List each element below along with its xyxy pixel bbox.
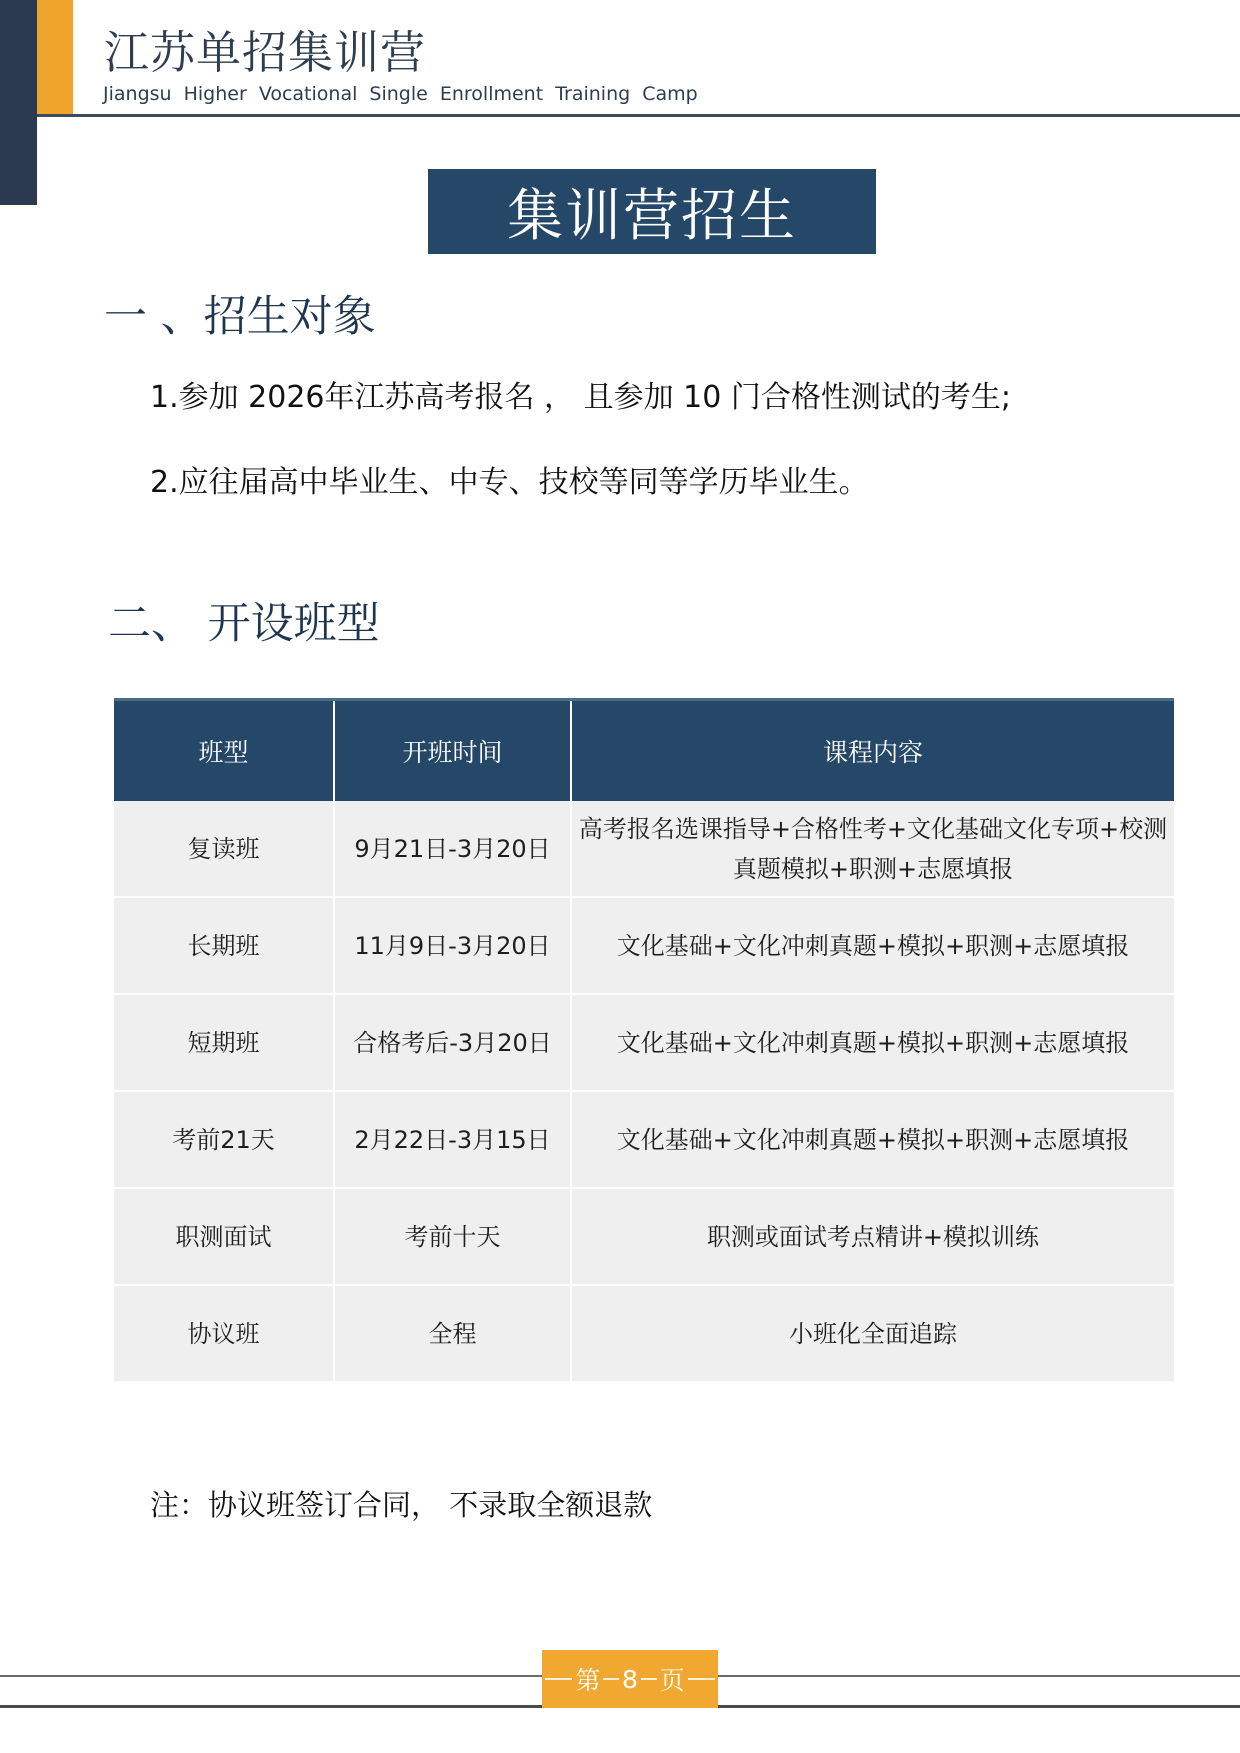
page-dash	[545, 1678, 572, 1680]
page-prefix: 第	[575, 1666, 601, 1695]
column-header-start-time: 开班时间	[334, 700, 571, 802]
page-number-badge	[542, 1650, 718, 1708]
column-header-course-content: 课程内容	[571, 700, 1174, 802]
cell-course-content: 文化基础+文化冲刺真题+模拟+职测+志愿填报	[571, 1091, 1174, 1188]
page-banner: 集训营招生	[428, 169, 876, 254]
section-title-class-types: 二、 开设班型	[108, 599, 380, 649]
table-row	[114, 801, 1174, 897]
enrollment-item-2: 2.应往届高中毕业生、中专、技校等同等学历毕业生。	[150, 465, 869, 500]
header-divider	[37, 114, 1240, 117]
table-row	[114, 897, 1174, 994]
header-dark-bar	[0, 0, 37, 205]
cell-course-content: 高考报名选课指导+合格性考+文化基础文化专项+校测真题模拟+职测+志愿填报	[571, 801, 1174, 897]
cell-start-time: 2月22日-3月15日	[334, 1091, 571, 1188]
column-header-class-type: 班型	[114, 700, 334, 802]
page-dash	[688, 1678, 715, 1680]
enrollment-item-1: 1.参加 2026年江苏高考报名 ， 且参加 10 门合格性测试的考生;	[150, 380, 1011, 415]
cell-start-time: 考前十天	[334, 1188, 571, 1285]
header-subtitle: Jiangsu Higher Vocational Single Enrollment Training Camp	[103, 83, 698, 105]
refund-note: 注：协议班签订合同， 不录取全额退款	[150, 1488, 653, 1522]
header-orange-bar	[37, 0, 73, 115]
cell-class-type: 考前21天	[114, 1091, 334, 1188]
table-row	[114, 994, 1174, 1091]
cell-start-time: 9月21日-3月20日	[334, 801, 571, 897]
class-types-table	[114, 698, 1174, 1383]
table-row	[114, 1188, 1174, 1285]
cell-start-time: 合格考后-3月20日	[334, 994, 571, 1091]
cell-class-type: 职测面试	[114, 1188, 334, 1285]
table-row	[114, 1091, 1174, 1188]
cell-course-content: 文化基础+文化冲刺真题+模拟+职测+志愿填报	[571, 897, 1174, 994]
cell-course-content: 职测或面试考点精讲+模拟训练	[571, 1188, 1174, 1285]
cell-start-time: 11月9日-3月20日	[334, 897, 571, 994]
cell-course-content: 文化基础+文化冲刺真题+模拟+职测+志愿填报	[571, 994, 1174, 1091]
cell-course-content: 小班化全面追踪	[571, 1285, 1174, 1382]
header-title: 江苏单招集训营	[104, 26, 427, 79]
page-dash	[641, 1678, 657, 1680]
cell-class-type: 短期班	[114, 994, 334, 1091]
table-header-row	[114, 700, 1174, 802]
page-dash	[603, 1678, 619, 1680]
page-number: 8	[622, 1664, 638, 1694]
page-suffix: 页	[659, 1666, 685, 1695]
section-title-enrollment-target: 一 、招生对象	[104, 292, 376, 342]
cell-class-type: 协议班	[114, 1285, 334, 1382]
cell-class-type: 复读班	[114, 801, 334, 897]
cell-start-time: 全程	[334, 1285, 571, 1382]
table-row	[114, 1285, 1174, 1382]
cell-class-type: 长期班	[114, 897, 334, 994]
